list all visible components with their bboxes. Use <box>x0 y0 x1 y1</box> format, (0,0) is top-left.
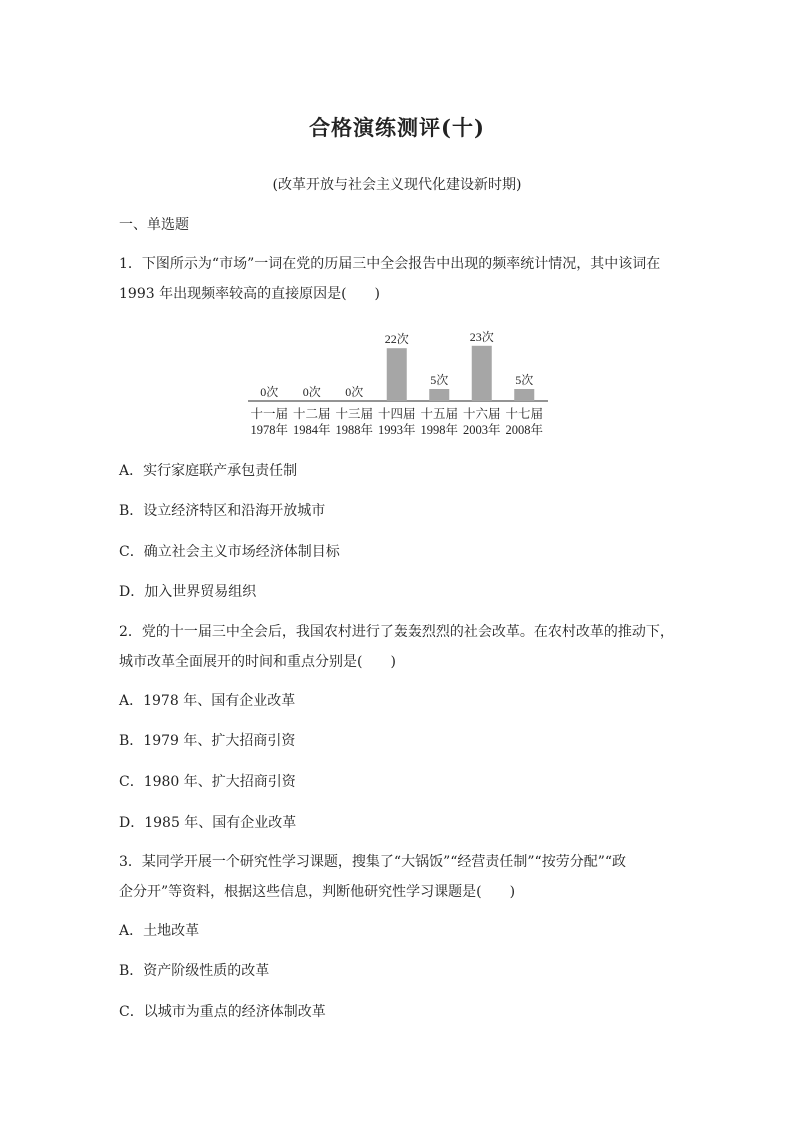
category-label-3: 十三届 <box>335 407 374 421</box>
bar-value-label-5: 5次 <box>430 373 449 387</box>
category-label-4: 十四届 <box>377 407 416 421</box>
category-label-2: 十二届 <box>292 407 331 421</box>
q1-option-d[interactable]: D．加入世界贸易组织 <box>119 584 257 600</box>
question-2-stem-line2: 城市改革全面展开的时间和重点分别是( ) <box>119 654 396 670</box>
q3-option-a[interactable]: A．土地改革 <box>119 923 200 939</box>
question-1-stem <box>119 249 679 309</box>
section-heading: 一、单选题 <box>119 217 189 233</box>
question-2-stem <box>119 617 679 677</box>
bar-4 <box>387 348 407 401</box>
q3-option-b[interactable]: B．资产阶级性质的改革 <box>119 963 270 979</box>
chart-bars <box>250 329 543 437</box>
q2-option-a[interactable]: A．1978 年、国有企业改革 <box>119 693 296 709</box>
bar-value-label-6: 23次 <box>469 329 494 344</box>
bar-value-label-1: 0次 <box>260 385 279 399</box>
year-label-2: 1984年 <box>292 423 331 437</box>
page-title: 合格演练测评(十) <box>309 115 485 140</box>
category-label-6: 十六届 <box>462 407 501 421</box>
question-3-stem <box>119 847 679 907</box>
q2-option-b[interactable]: B．1979 年、扩大招商引资 <box>119 733 296 749</box>
bar-6 <box>472 346 492 401</box>
bar-value-label-2: 0次 <box>302 385 321 399</box>
q3-option-c[interactable]: C．以城市为重点的经济体制改革 <box>119 1004 326 1020</box>
q2-option-d[interactable]: D．1985 年、国有企业改革 <box>119 815 297 831</box>
question-3-stem-line2: 企分开”等资料，根据这些信息，判断他研究性学习课题是( ) <box>119 884 516 900</box>
bar-5 <box>429 389 449 401</box>
year-label-7: 2008年 <box>505 423 544 437</box>
page-subtitle: (改革开放与社会主义现代化建设新时期) <box>272 177 522 193</box>
bar-value-label-3: 0次 <box>345 385 364 399</box>
category-label-1: 十一届 <box>250 407 289 421</box>
q1-option-c[interactable]: C．确立社会主义市场经济体制目标 <box>119 544 340 560</box>
category-label-7: 十七届 <box>505 407 544 421</box>
question-1-stem-line1: 1．下图所示为“市场”一词在党的历届三中全会报告中出现的频率统计情况，其中该词在 <box>119 256 661 272</box>
year-label-1: 1978年 <box>250 423 289 437</box>
category-label-5: 十五届 <box>420 407 459 421</box>
bar-7 <box>514 389 534 401</box>
question-1-stem-line2: 1993 年出现频率较高的直接原因是( ) <box>119 286 381 302</box>
bar-value-label-7: 5次 <box>515 373 534 387</box>
q1-option-b[interactable]: B．设立经济特区和沿海开放城市 <box>119 503 326 519</box>
year-label-3: 1988年 <box>335 423 374 437</box>
year-label-5: 1998年 <box>420 423 459 437</box>
frequency-bar-chart <box>240 318 550 442</box>
q1-option-a[interactable]: A．实行家庭联产承包责任制 <box>119 463 298 479</box>
year-label-6: 2003年 <box>462 423 501 437</box>
question-2-stem-line1: 2．党的十一届三中全会后，我国农村进行了轰轰烈烈的社会改革。在农村改革的推动下， <box>119 624 674 640</box>
year-label-4: 1993年 <box>377 423 416 437</box>
question-3-stem-line1: 3．某同学开展一个研究性学习课题，搜集了“大锅饭”“经营责任制”“按劳分配”“政 <box>119 854 627 870</box>
q2-option-c[interactable]: C．1980 年、扩大招商引资 <box>119 774 296 790</box>
bar-value-label-4: 22次 <box>384 332 409 347</box>
